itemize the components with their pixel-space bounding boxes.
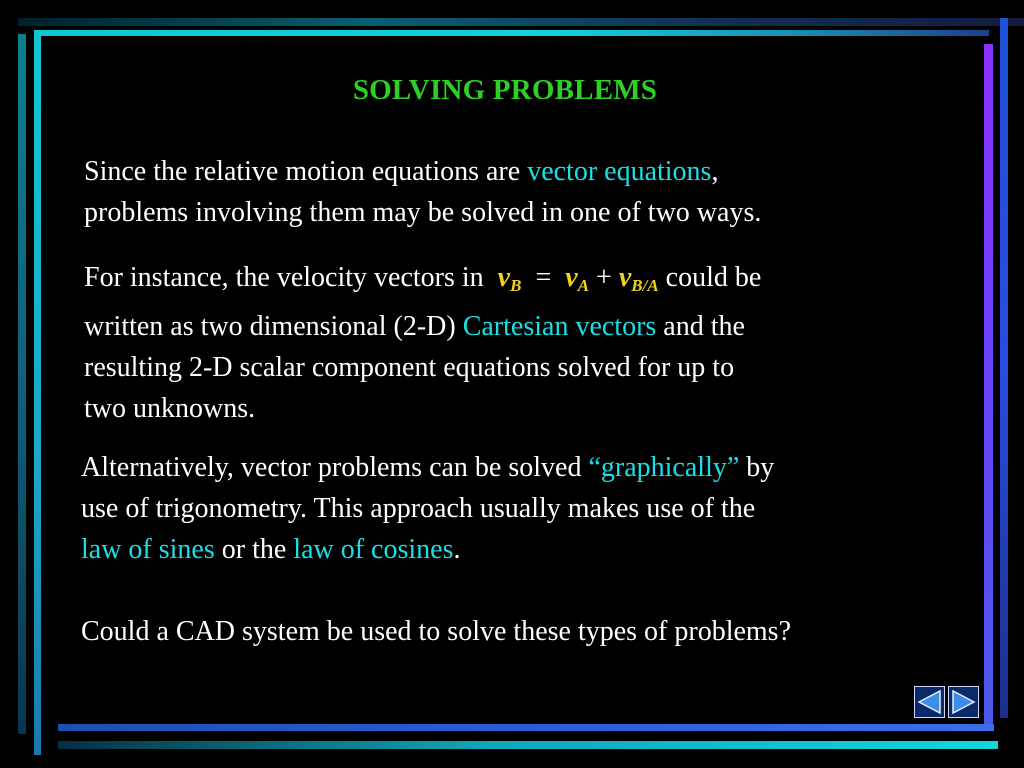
triangle-left-icon bbox=[915, 687, 944, 717]
frame-right-outer-bar bbox=[1000, 18, 1008, 718]
p3-text-d: use of trigonometry. This approach usually makes use of the bbox=[81, 493, 756, 524]
eq-sub-ba: B/A bbox=[631, 276, 659, 295]
eq-sub-a: A bbox=[577, 276, 590, 295]
paragraph-vector-equations bbox=[84, 151, 964, 233]
previous-slide-button[interactable] bbox=[914, 686, 945, 718]
p2-text-f: resulting 2-D scalar component equations solved for up to bbox=[84, 352, 735, 383]
velocity-equation bbox=[491, 262, 659, 293]
frame-bottom-outer-bar bbox=[58, 741, 998, 749]
law-of-cosines-highlight: law of cosines bbox=[293, 534, 454, 565]
frame-top-outer-bar bbox=[18, 18, 1024, 26]
p2-text-b: could be bbox=[658, 262, 762, 293]
p1-text-d: problems involving them may be solved in one of two ways. bbox=[84, 197, 762, 228]
p3-text-h: . bbox=[453, 534, 461, 565]
next-slide-button[interactable] bbox=[948, 686, 979, 718]
frame-right-inner-bar bbox=[984, 44, 993, 724]
slide-title: SOLVING PROBLEMS bbox=[352, 74, 658, 106]
frame-left-inner-bar bbox=[34, 30, 41, 755]
eq-v-b: v bbox=[497, 262, 511, 293]
graphically-highlight: “graphically” bbox=[588, 452, 740, 483]
p2-text-e: and the bbox=[656, 311, 745, 342]
paragraph-graphical-solution bbox=[81, 447, 971, 570]
frame-left-outer-bar bbox=[18, 34, 26, 734]
triangle-right-icon bbox=[949, 687, 978, 717]
cartesian-vectors-highlight: Cartesian vectors bbox=[462, 311, 657, 342]
p2-text-g: two unknowns. bbox=[84, 393, 256, 424]
p2-text-c: written as two dimensional (2-D) bbox=[84, 311, 463, 342]
p1-text-a: Since the relative motion equations are bbox=[84, 156, 528, 187]
vector-equations-highlight: vector equations bbox=[527, 156, 712, 187]
eq-sub-b: B bbox=[510, 276, 522, 295]
frame-top-inner-bar bbox=[34, 30, 989, 36]
paragraph-velocity-vectors bbox=[84, 257, 964, 429]
p3-text-c: by bbox=[739, 452, 775, 483]
p1-text-c: , bbox=[711, 156, 719, 187]
law-of-sines-highlight: law of sines bbox=[81, 534, 215, 565]
eq-v-a: v bbox=[565, 262, 578, 293]
p3-text-f: or the bbox=[214, 534, 294, 565]
eq-v-ba: v bbox=[618, 262, 632, 293]
p2-text-a: For instance, the velocity vectors in bbox=[84, 262, 491, 293]
paragraph-cad-question: Could a CAD system be used to solve these types of problems? bbox=[81, 616, 792, 647]
eq-equals: = bbox=[535, 262, 552, 293]
p3-text-a: Alternatively, vector problems can be solved bbox=[81, 452, 589, 483]
eq-plus: + bbox=[596, 262, 612, 293]
frame-bottom-inner-bar bbox=[58, 724, 994, 731]
